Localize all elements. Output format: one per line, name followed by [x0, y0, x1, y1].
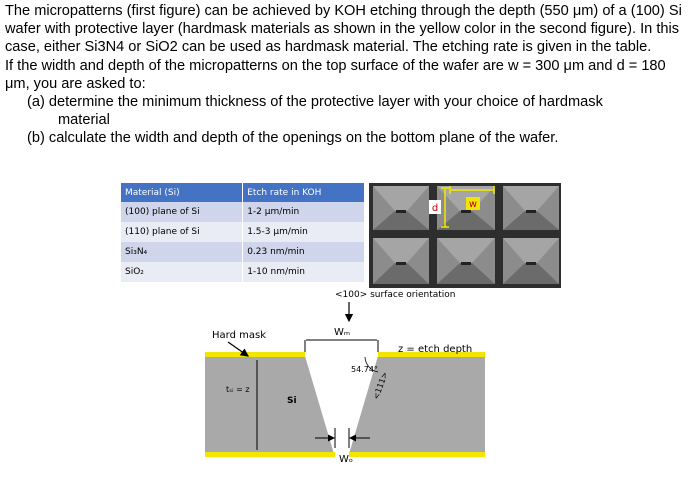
angle-label: 54.74°: [351, 365, 378, 374]
hardmask-bottom-left: [205, 452, 335, 457]
table-cell-material: Si₃N₄: [121, 242, 243, 262]
table-cell-material: (110) plane of Si: [121, 222, 243, 242]
thickness-label: tₛᵢ = z: [226, 385, 250, 394]
table-header-rate: Etch rate in KOH: [243, 183, 365, 202]
table-header-material: Material (Si): [121, 183, 243, 202]
hardmask-top-left: [205, 352, 305, 357]
wo-label: Wₒ: [339, 454, 354, 465]
plane-label: <111>: [371, 370, 390, 401]
silicon-left: [205, 356, 334, 454]
etch-depth-label: z = etch depth: [398, 344, 473, 355]
table-cell-material: (100) plane of Si: [121, 202, 243, 222]
photo-caption: <100> surface orientation: [335, 290, 456, 300]
hard-mask-label: Hard mask: [212, 330, 266, 341]
table-cell-rate: 1.5-3 μm/min: [243, 222, 365, 242]
wm-label: Wₘ: [333, 327, 351, 338]
label-w: w: [468, 199, 478, 210]
hardmask-bottom-right: [349, 452, 485, 457]
silicon-label: Si: [287, 396, 297, 406]
label-d: d: [431, 203, 439, 214]
table-cell-rate: 1-2 μm/min: [243, 202, 365, 222]
problem-paragraph-1: The micropatterns (first figure) can be achieved by KOH etching through the depth (550 μm) of a (100) Si wafer with protective layer (hardmask materials as shown in the yellow color in the second figure). In this case, either Si3N4 or SiO2 can be used as hardmask material. The etching rate is given in the table.: [5, 3, 682, 56]
table-cell-rate: 1-10 nm/min: [243, 262, 365, 282]
question-a: (a) determine the minimum thickness of the protective layer with your choice of hardmask: [27, 94, 603, 111]
question-b: (b) calculate the width and depth of the openings on the bottom plane of the wafer.: [27, 130, 559, 147]
table-cell-rate: 0.23 nm/min: [243, 242, 365, 262]
table-cell-material: SiO₂: [121, 262, 243, 282]
question-a-continued: material: [58, 112, 110, 129]
problem-paragraph-2: If the width and depth of the micropatterns on the top surface of the wafer are w = 300 μm and d = 180 μm, you are asked to:: [5, 57, 666, 92]
